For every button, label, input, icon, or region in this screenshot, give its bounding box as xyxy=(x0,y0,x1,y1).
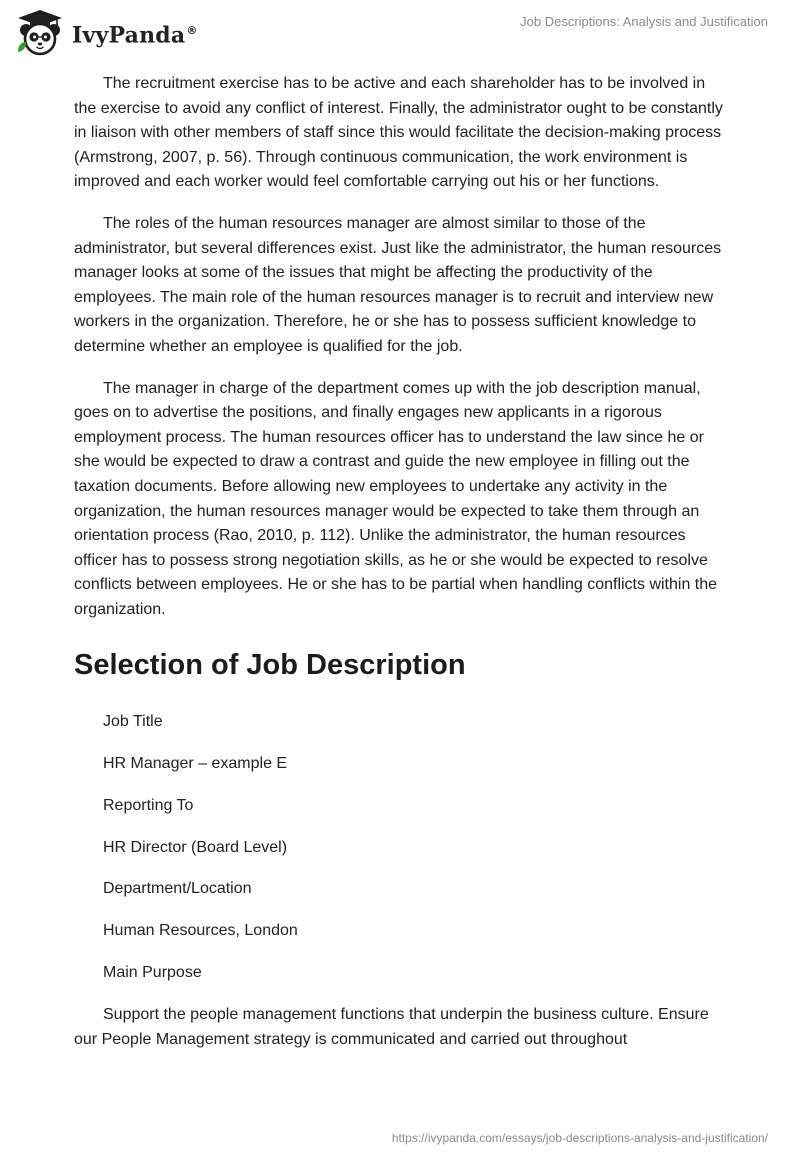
main-purpose-paragraph: Support the people management functions that underpin the business culture. Ensure our People Management strategy is communicated and carried out throughout xyxy=(74,1006,709,1048)
registered-mark: ® xyxy=(186,23,198,37)
job-description-item: HR Director (Board Level) xyxy=(103,838,288,856)
page-header xyxy=(0,0,800,62)
brand-name: IvyPanda® xyxy=(72,22,198,49)
footer-url[interactable]: https://ivypanda.com/essays/job-descriptions-analysis-and-justification/ xyxy=(391,1131,768,1145)
job-description-item: Job Title xyxy=(103,713,163,731)
job-description-item: HR Manager – example E xyxy=(103,755,288,773)
section-heading: Selection of Job Description xyxy=(74,649,466,682)
job-description-item: Department/Location xyxy=(103,880,252,898)
brand-logo[interactable] xyxy=(14,8,198,58)
job-description-item: Main Purpose xyxy=(103,963,202,981)
document-title: Job Descriptions: Analysis and Justification xyxy=(520,14,768,29)
essay-content xyxy=(74,72,728,1069)
job-description-item: Human Resources, London xyxy=(103,921,298,939)
paragraph: The recruitment exercise has to be active and each shareholder has to be involved in the exercise to avoid any conflict of interest. Finally, the administrator ought to be constantly in liaison with other members of staff since this would facilitate the decision-making process (Armstrong, 2007, p. 56). Through continuous communication, the work environment is improved and each worker would feel comfortable carrying out his or her functions. xyxy=(74,75,723,191)
job-description-item: Reporting To xyxy=(103,796,194,814)
paragraph: The roles of the human resources manager are almost similar to those of the administrator, but several differences exist. Just like the administrator, the human resources manager looks at some of the issues that might be affecting the productivity of the employees. The main role of the human resources manager is to recruit and interview new workers in the organization. Therefore, he or she has to possess sufficient knowledge to determine whether an employee is qualified for the job. xyxy=(74,214,722,355)
panda-logo-icon xyxy=(14,8,66,58)
paragraph: The manager in charge of the department comes up with the job description manual, goes on to advertise the positions, and finally engages new applicants in a rigorous employment process. The human resources officer has to understand the law since he or she would be expected to draw a contrast and guide the new employee in filling out the taxation documents. Before allowing new employees to undertake any activity in the organization, the human resources manager would be expected to take them through an orientation process (Rao, 2010, p. 112). Unlike the administrator, the human resources officer has to possess strong negotiation skills, as he or she would be expected to resolve conflicts between employees. He or she has to be partial when handling conflicts within the organization. xyxy=(74,379,718,618)
